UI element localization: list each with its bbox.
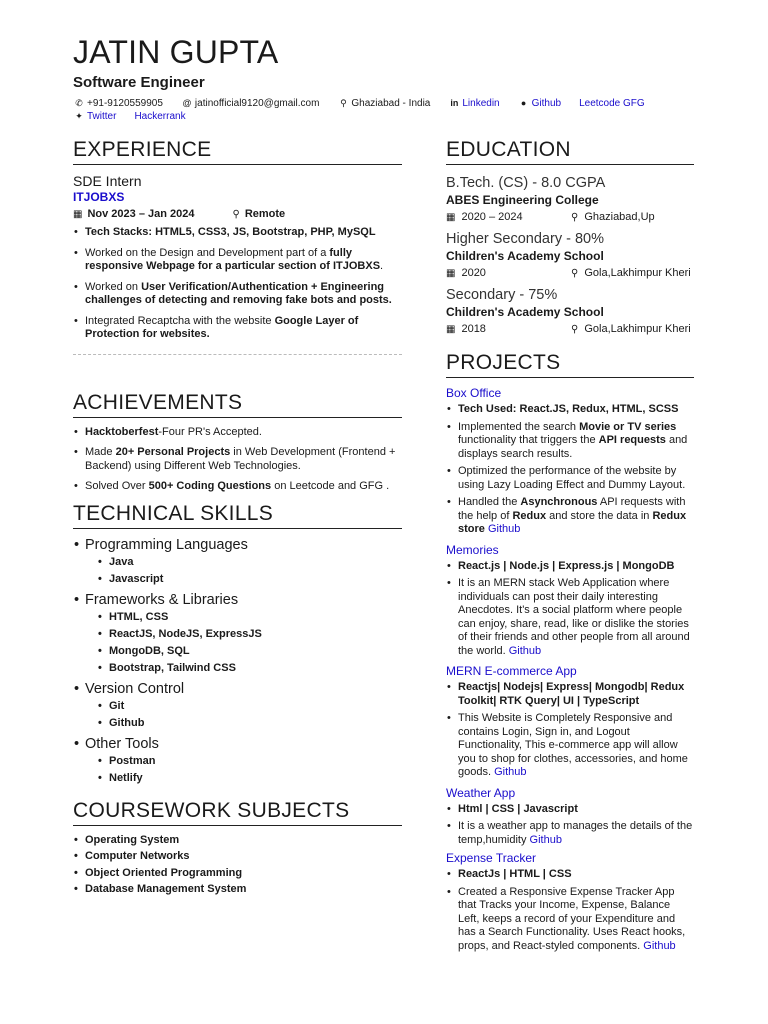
list-item: • Created a Responsive Expense Tracker App that Tracks your Income, Expense, Balance Left, keeps a record of your Expenditure and has a Search Functionality. Uses React hooks, props, and React-styled components. Github — [446, 886, 694, 954]
projects-heading: PROJECTS — [446, 351, 694, 378]
project-title-memories[interactable]: Memories — [446, 542, 499, 557]
list-item: • Tech Used: React.JS, Redux, HTML, SCSS — [446, 403, 694, 417]
education-entry — [446, 175, 694, 223]
phone-icon: ✆ — [75, 98, 83, 108]
edu-years: 2020 — [461, 267, 486, 279]
location-contact — [337, 97, 430, 110]
map-pin-icon: ⚲ — [571, 323, 579, 335]
calendar-icon: ▦ — [446, 323, 456, 335]
map-pin-icon: ⚲ — [571, 267, 579, 279]
coursework-heading: COURSEWORK SUBJECTS — [73, 799, 402, 826]
project-bullets — [446, 681, 694, 780]
skill-item: • ReactJS, NodeJS, ExpressJS — [98, 628, 402, 641]
project-bullets — [446, 868, 694, 953]
list-item: • It is an MERN stack Web Application where individuals can post their daily interesting Anecdotes. It's a social platform where people can enjoy, share, read, like or dislike the stories of their friends and other people from all around the world. Github — [446, 577, 694, 658]
github-label: Github — [531, 98, 562, 109]
list-item: • Handled the Asynchronous API requests with the help of Redux and store the data in Redux store Github — [446, 496, 694, 537]
map-pin-icon: ⚲ — [571, 211, 579, 223]
list-item: • Solved Over 500+ Coding Questions on Leetcode and GFG . — [73, 480, 402, 494]
school: ABES Engineering College — [446, 193, 599, 207]
experience-heading: EXPERIENCE — [73, 138, 402, 165]
education-entry — [446, 231, 694, 279]
linkedin-label: Linkedin — [462, 98, 500, 109]
email-text: jatinofficial9120@gmail.com — [194, 98, 320, 109]
calendar-icon: ▦ — [73, 208, 83, 220]
edu-years: 2018 — [461, 323, 486, 335]
degree: Secondary - 75% — [446, 287, 558, 303]
candidate-name: JATIN GUPTA — [73, 34, 279, 70]
skill-item: • Github — [98, 717, 402, 730]
twitter-label: Twitter — [87, 111, 117, 122]
skill-item: • Git — [98, 700, 402, 713]
twitter-icon: ✦ — [75, 111, 83, 121]
project-bullets — [446, 403, 694, 537]
list-item: • React.js | Node.js | Express.js | MongoDB — [446, 560, 694, 574]
list-item: • Database Management System — [73, 883, 402, 897]
leetcode-label: Leetcode GFG — [579, 98, 645, 109]
achievements-bullets — [73, 426, 402, 494]
education-heading: EDUCATION — [446, 138, 694, 165]
skill-group: • Frameworks & Libraries — [73, 592, 402, 608]
right-column — [446, 138, 694, 957]
location-text: Ghaziabad - India — [351, 98, 431, 109]
project-title-weather-app[interactable]: Weather App — [446, 785, 516, 800]
list-item: • Tech Stacks: HTML5, CSS3, JS, Bootstrap, PHP, MySQL — [73, 226, 402, 240]
hackerrank-label: Hackerrank — [134, 111, 186, 122]
skill-group: • Version Control — [73, 681, 402, 697]
skill-group: • Other Tools — [73, 736, 402, 752]
skill-item: • Java — [98, 556, 402, 569]
edu-place: Ghaziabad,Up — [584, 211, 655, 223]
education-entry — [446, 287, 694, 335]
email-contact[interactable] — [181, 97, 319, 110]
hackerrank-link[interactable] — [134, 110, 185, 123]
github-link[interactable]: Github — [487, 523, 521, 535]
twitter-link[interactable] — [73, 110, 116, 123]
school: Children's Academy School — [446, 249, 604, 263]
skill-item: • Postman — [98, 755, 402, 768]
job-title: SDE Intern — [73, 173, 142, 189]
project-title-mern-ecommerce[interactable]: MERN E-commerce App — [446, 664, 577, 678]
list-item: • Html | CSS | Javascript — [446, 803, 694, 817]
list-item: • ReactJs | HTML | CSS — [446, 868, 694, 882]
list-item: • Made 20+ Personal Projects in Web Development (Frontend + Backend) using Different Web Technologies. — [73, 446, 402, 473]
linkedin-icon: in — [450, 98, 459, 108]
map-pin-icon: ⚲ — [232, 208, 240, 220]
list-item: • Worked on the Design and Development part of a fully responsive Webpage for a particular section of ITJOBXS. — [73, 247, 402, 274]
degree: B.Tech. (CS) - 8.0 CGPA — [446, 175, 606, 191]
project-bullets — [446, 560, 694, 659]
project-title-box-office[interactable]: Box Office — [446, 386, 502, 400]
list-item: • Implemented the search Movie or TV series functionality that triggers the API requests and displays search results. — [446, 421, 694, 462]
map-pin-icon: ⚲ — [340, 98, 347, 108]
degree: Higher Secondary - 80% — [446, 231, 604, 247]
company-link[interactable]: ITJOBXS — [73, 190, 125, 204]
calendar-icon: ▦ — [446, 211, 456, 223]
github-link[interactable]: Github — [529, 833, 562, 846]
github-link[interactable]: Github — [494, 766, 527, 778]
skills-list — [73, 537, 402, 785]
at-icon: @ — [182, 98, 192, 108]
list-item: • This Website is Completely Responsive and contains Login, Sign in, and Logout Functionality, This e-commerce app will allow you to shop for clothes, accessories, and home goods. Github — [446, 712, 694, 780]
skill-item: • Netlify — [98, 772, 402, 785]
job-meta — [73, 208, 402, 220]
calendar-icon: ▦ — [446, 267, 456, 279]
list-item: • Optimized the performance of the website by using Lazy Loading Effect and Dummy Layout. — [446, 465, 694, 492]
list-item: • Worked on User Verification/Authentication + Engineering challenges of detecting and removing fake bots and posts. — [73, 281, 402, 308]
project-title-expense-tracker[interactable]: Expense Tracker — [446, 851, 537, 865]
linkedin-link[interactable] — [448, 97, 499, 110]
skill-item: • MongoDB, SQL — [98, 645, 402, 658]
skills-heading: TECHNICAL SKILLS — [73, 502, 402, 529]
coursework-list — [73, 834, 402, 897]
edu-years: 2020 – 2024 — [461, 211, 523, 223]
list-item: • Hacktoberfest-Four PR's Accepted. — [73, 426, 402, 440]
experience-bullets — [73, 226, 402, 342]
github-link[interactable] — [518, 97, 561, 110]
phone-contact[interactable] — [73, 97, 163, 110]
skill-item: • Bootstrap, Tailwind CSS — [98, 662, 402, 675]
project-bullets — [446, 803, 694, 848]
skill-group: • Programming Languages — [73, 537, 402, 553]
list-item: • Integrated Recaptcha with the website Google Layer of Protection for websites. — [73, 315, 402, 342]
edu-place: Gola,Lakhimpur Kheri — [584, 267, 691, 279]
job-mode: Remote — [244, 208, 286, 220]
edu-place: Gola,Lakhimpur Kheri — [584, 323, 691, 335]
job-dates: Nov 2023 – Jan 2024 — [87, 208, 195, 220]
leetcode-link[interactable] — [579, 97, 645, 110]
skill-item: • HTML, CSS — [98, 611, 402, 624]
phone-text: +91-9120559905 — [87, 98, 163, 109]
left-column — [73, 138, 402, 900]
list-item: • It is a weather app to manages the details of the temp,humidity Github — [446, 820, 694, 847]
list-item: • Computer Networks — [73, 850, 402, 864]
github-link[interactable]: Github — [508, 644, 542, 657]
contact-bar — [73, 97, 713, 123]
achievements-heading: ACHIEVEMENTS — [73, 391, 402, 418]
skill-item: • Javascript — [98, 573, 402, 586]
divider — [73, 354, 402, 355]
list-item: • Reactjs| Nodejs| Express| Mongodb| Redux Toolkit| RTK Query| UI | TypeScript — [446, 681, 694, 708]
list-item: • Operating System — [73, 834, 402, 848]
list-item: • Object Oriented Programming — [73, 867, 402, 881]
github-link[interactable]: Github — [643, 939, 676, 952]
github-icon: ● — [520, 98, 527, 108]
school: Children's Academy School — [446, 305, 604, 319]
candidate-role: Software Engineer — [73, 74, 205, 91]
